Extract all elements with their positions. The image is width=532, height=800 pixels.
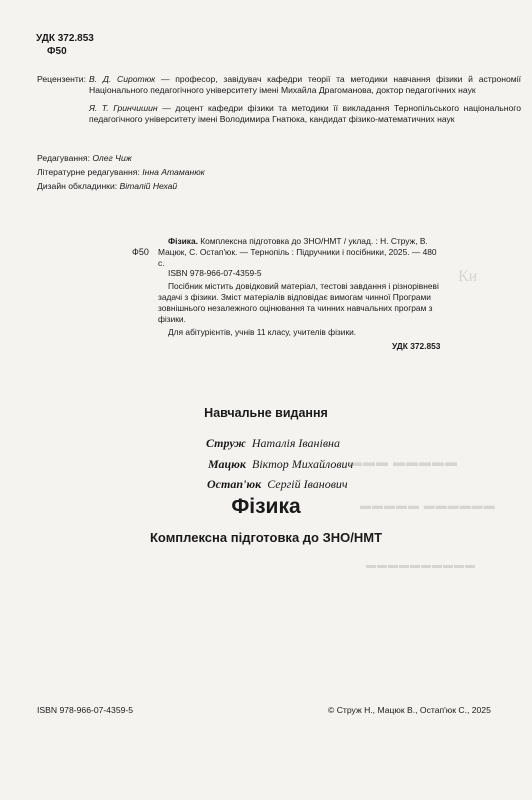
reviewer-info: — професор, завідувач кафедри теорії та методики навчання фізики й астрономії Національного педагогічного університету імені Михайла Драгоманова, доктор педагогічних наук [89,74,521,95]
reviewer-1 [89,74,521,96]
catalog-index: Ф50 [132,247,149,257]
credit-name: Олег Чиж [92,153,132,163]
author-surname: Струж [206,436,246,450]
literary-editing-credit [37,167,205,177]
book-title: Фізика [231,495,301,518]
isbn: ISBN 978-966-07-4359-5 [37,705,134,715]
catalog-udk: УДК 372.853 [392,341,441,351]
udk-code: УДК 372.853 [36,33,94,44]
bleed-through-text: Ки [458,268,478,285]
author-2 [208,457,353,472]
catalog-annotation: Посібник містить довідковий матеріал, тестові завдання і різнорівневі задачі з фізики. Зміст матеріалів відповідає вимогам чинної Програми зовнішнього незалежного оцінювання та чинних навчальних програм з фізики. [158,281,439,324]
copyright: © Струж Н., Мацюк В., Остап'юк С., 2025 [328,705,491,715]
bleed-through-text: ▬▬▬▬▬ ▬▬▬▬▬▬ [360,500,496,512]
book-subtitle: Комплексна підготовка до ЗНО/НМТ [149,530,383,545]
credit-label: Дизайн обкладинки: [37,181,118,191]
author-surname: Мацюк [208,457,247,471]
cover-design-credit [37,181,177,191]
library-index: Ф50 [47,46,67,57]
bleed-through-text: ▬▬▬ ▬▬▬▬▬ [350,455,458,469]
author-name: Віктор Михайлович [252,457,354,471]
reviewers-label: Рецензенти: [37,74,86,84]
catalog-card [158,236,441,338]
catalog-title: Фізика. [168,236,198,246]
catalog-audience: Для абітурієнтів, учнів 11 класу, учителів фізики. [168,327,357,338]
credit-label: Літературне редагування: [37,167,140,177]
author-1 [206,436,340,451]
author-3 [207,477,348,492]
credit-label: Редагування: [37,153,90,163]
edition-type: Навчальне видання [204,406,328,420]
credit-name: Віталій Нехай [119,181,178,191]
reviewer-info: — доцент кафедри фізики та методики її викладання Тернопільського національного педагогічного університету імені Володимира Гнатюка, кандидат фізико-математичних наук [89,103,521,124]
reviewer-2 [89,103,521,125]
author-name: Наталія Іванівна [251,436,341,450]
author-name: Сергій Іванович [267,477,348,491]
catalog-isbn: ISBN 978-966-07-4359-5 [168,268,262,279]
catalog-description: Комплексна підготовка до ЗНО/НМТ / уклад. : Н. Струж, В. Мацюк, С. Остап'юк. — Тернопіль : Підручники і посібники, 2025. — 480 с. [158,236,437,268]
editing-credit [37,153,132,163]
bleed-through-text: ▬▬▬▬▬▬▬▬▬▬ [366,560,476,571]
catalog-entry [158,236,441,268]
author-surname: Остап'юк [207,477,262,491]
reviewer-name: Я. Т. Гринчишин [89,103,158,113]
reviewer-name: В. Д. Сиротюк [89,74,156,84]
credit-name: Інна Атаманюк [142,167,205,177]
